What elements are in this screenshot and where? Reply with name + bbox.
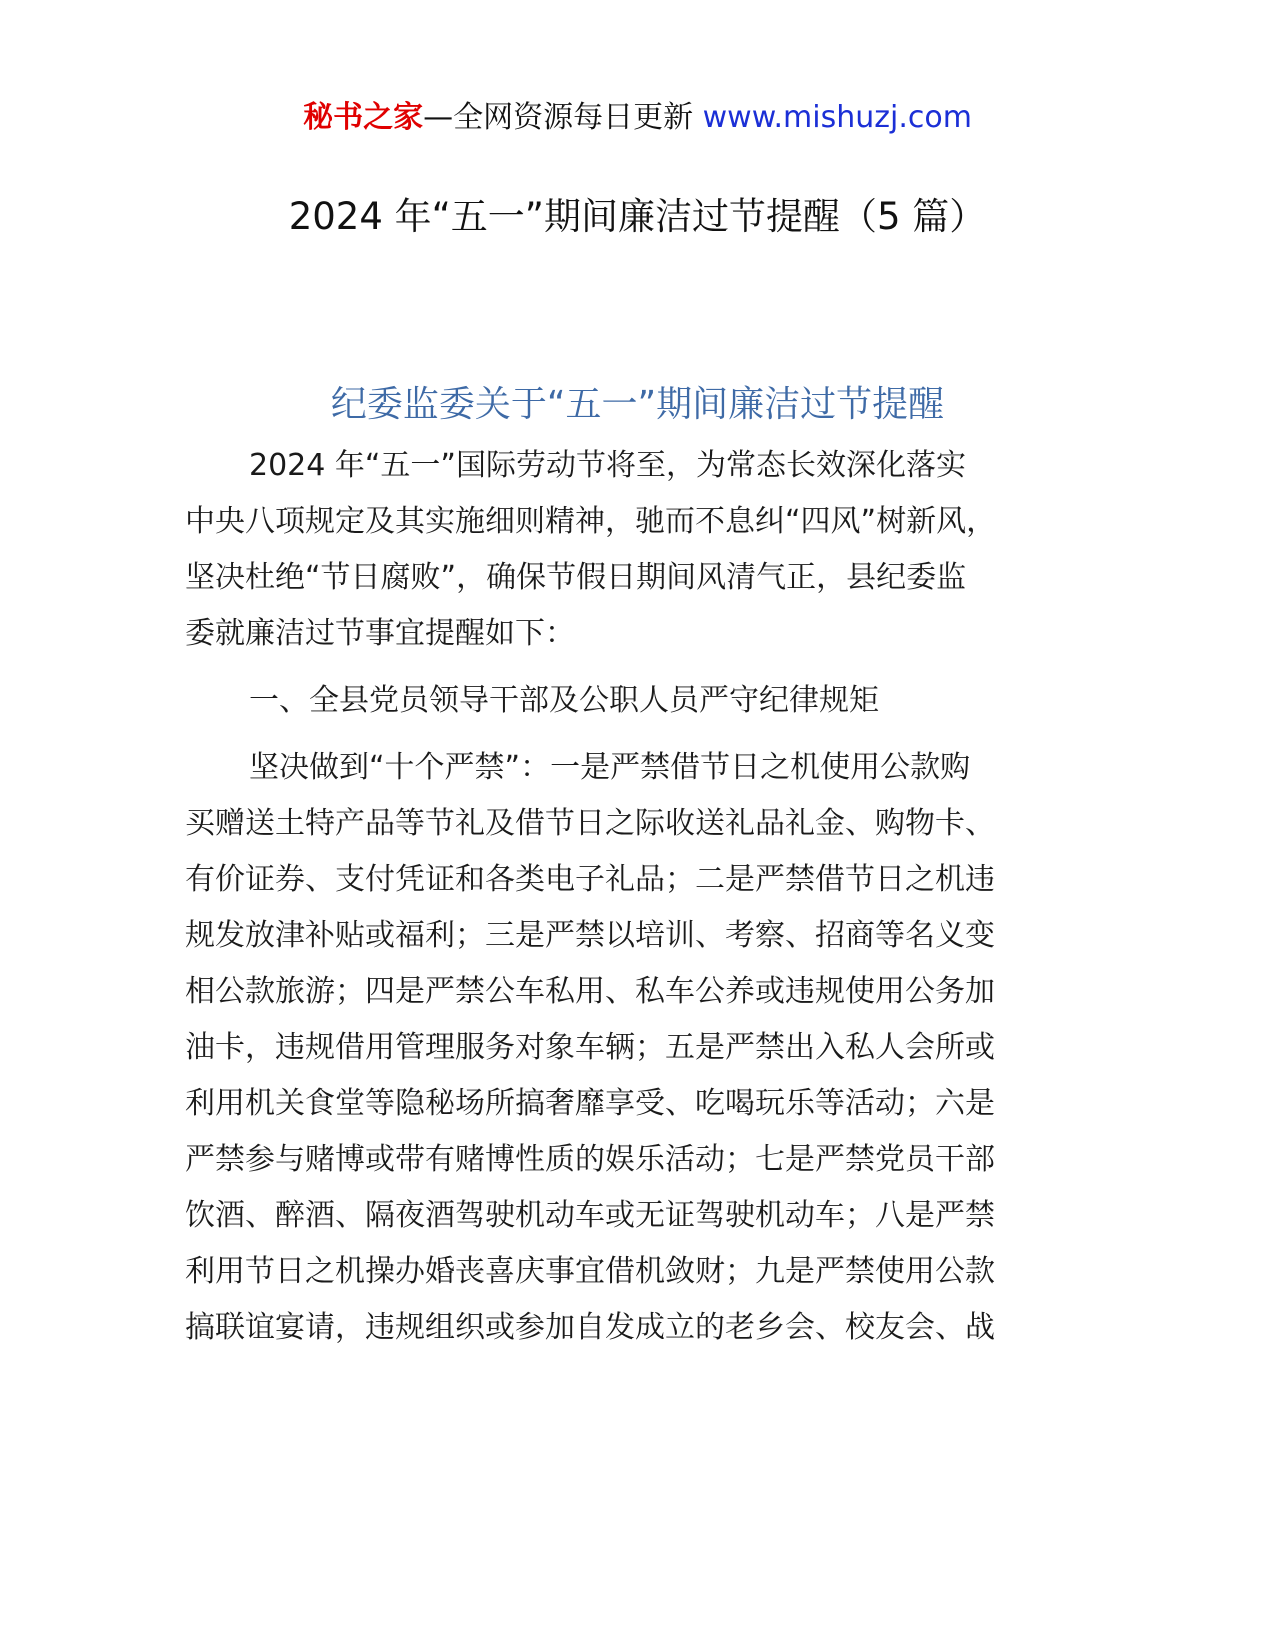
paragraph-line: 饮酒、醉酒、隔夜酒驾驶机动车或无证驾驶机动车；八是严禁: [185, 1198, 995, 1233]
paragraph-line: 坚决做到“十个严禁”：一是严禁借节日之机使用公款购: [249, 750, 971, 785]
paragraph-line: 坚决杜绝“节日腐败”，确保节假日期间风清气正，县纪委监: [185, 560, 967, 595]
paragraph-line: 规发放津补贴或福利；三是严禁以培训、考察、招商等名义变: [185, 918, 995, 953]
document-title: 2024 年“五一”期间廉洁过节提醒（5 篇）: [288, 195, 987, 238]
paragraph-line: 2024 年“五一”国际劳动节将至，为常态长效深化落实: [249, 448, 966, 483]
paragraph-line: 利用节日之机操办婚丧喜庆事宜借机敛财；九是严禁使用公款: [185, 1254, 995, 1289]
paragraph-line: 利用机关食堂等隐秘场所搞奢靡享受、吃喝玩乐等活动；六是: [185, 1086, 995, 1121]
paragraph-line: 搞联谊宴请，违规组织或参加自发成立的老乡会、校友会、战: [185, 1310, 995, 1345]
paragraph-line: 有价证券、支付凭证和各类电子礼品；二是严禁借节日之机违: [185, 862, 995, 897]
section-heading: 一、全县党员领导干部及公职人员严守纪律规矩: [249, 683, 879, 718]
paragraph-line: 委就廉洁过节事宜提醒如下：: [185, 616, 575, 651]
paragraph-line: 买赠送土特产品等节礼及借节日之际收送礼品礼金、购物卡、: [185, 806, 995, 841]
site-url-link[interactable]: www.mishuzj.com: [702, 100, 972, 135]
paragraph-line: 油卡，违规借用管理服务对象车辆；五是严禁出入私人会所或: [185, 1030, 995, 1065]
site-header: [0, 98, 1275, 138]
paragraph-line: 严禁参与赌博或带有赌博性质的娱乐活动；七是严禁党员干部: [185, 1142, 995, 1177]
document-body: [185, 438, 1085, 1356]
site-brand: 秘书之家: [303, 100, 424, 135]
section-subtitle: 纪委监委关于“五一”期间廉洁过节提醒: [330, 384, 945, 425]
paragraph-line: 中央八项规定及其实施细则精神，驰而不息纠“四风”树新风，: [185, 504, 997, 539]
site-tagline: —全网资源每日更新: [423, 100, 703, 135]
paragraph-line: 相公款旅游；四是严禁公车私用、私车公养或违规使用公务加: [185, 974, 995, 1009]
